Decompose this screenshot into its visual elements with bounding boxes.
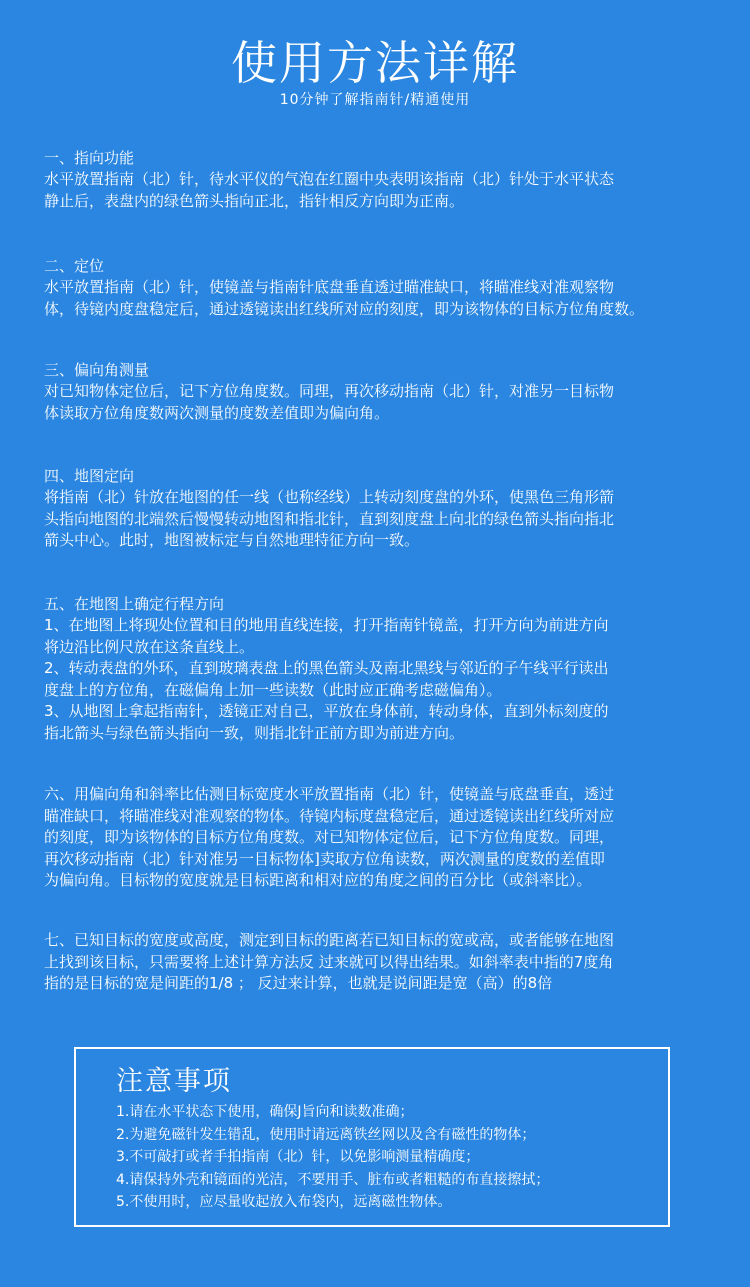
text-line: 指北箭头与绿色箭头指向一致，则指北针正前方即为前进方向。 <box>44 723 465 742</box>
text-line: 对已知物体定位后，记下方位角度数。同理，再次移动指南（北）针，对准另一目标物 <box>44 382 615 400</box>
list-item: 1.请在水平状态下使用，确保J旨向和读数准确； <box>116 1104 414 1120</box>
list-item: 3.不可敲打或者手拍指南（北）针，以免影响测量精确度； <box>116 1149 480 1165</box>
section-body <box>44 381 714 424</box>
section-heading: 四、地图定向 <box>44 467 135 485</box>
section-body <box>44 277 714 320</box>
text-line: 水平放置指南（北）针，待水平仪的气泡在红圈中央表明该指南（北）针处于水平状态 <box>44 170 615 188</box>
notes-list <box>116 1101 549 1214</box>
text-line: 将指南（北）针放在地图的任一线（也称经线）上转动刻度盘的外环，使黑色三角形箭 <box>44 488 615 506</box>
text-line: 六、用偏向角和斜率比估测目标宽度水平放置指南（北）针，使镜盖与底盘垂直，透过 <box>44 785 615 803</box>
section-body <box>44 169 714 212</box>
section-positioning <box>44 255 714 320</box>
list-item: 5.不使用时，应尽量收起放入布袋内，远离磁性物体。 <box>116 1194 452 1210</box>
section-heading: 三、偏向角测量 <box>44 361 150 379</box>
text-line: 指的是目标的宽是间距的1/8 ； 反过来计算，也就是说间距是宽（高）的8倍 <box>44 974 553 993</box>
text-line: 2、转动表盘的外环，直到玻璃表盘上的黑色箭头及南北黑线与邻近的子午线平行读出 <box>44 659 609 678</box>
text-line: 为偏向角。目标物的宽度就是目标距离和相对应的角度之间的百分比（或斜率比）。 <box>44 871 592 890</box>
section-heading: 一、指向功能 <box>44 149 135 167</box>
section-deflection-angle <box>44 359 714 424</box>
section-distance-estimation <box>44 930 714 995</box>
text-line: 1、在地图上将现处位置和目的地用直线连接，打开指南针镜盖，打开方向为前进方向 <box>44 616 609 634</box>
section-body <box>44 487 714 552</box>
page-title: 使用方法详解 <box>231 36 519 90</box>
section-pointing <box>44 147 714 212</box>
text-line: 将边沿比例尺放在这条直线上。 <box>44 637 255 656</box>
text-line: 体读取方位角度数两次测量的度数差值即为偏向角。 <box>44 403 390 422</box>
section-body <box>44 615 714 745</box>
text-line: 瞄准缺口，将瞄准线对准观察的物体。待镜内标度盘稳定后，通过透镜读出红线所对应 <box>44 806 615 825</box>
text-line: 水平放置指南（北）针，使镜盖与指南针底盘垂直透过瞄准缺口，将瞄准线对准观察物 <box>44 278 615 296</box>
text-line: 的刻度，即为该物体的目标方位角度数。对已知物体定位后，记下方位角度数。同理， <box>44 828 615 847</box>
section-route-direction <box>44 593 714 745</box>
text-line: 体，待镜内度盘稳定后，通过透镜读出红线所对应的刻度，即为该物体的目标方位角度数。 <box>44 299 645 318</box>
notes-box <box>74 1047 670 1227</box>
section-map-orientation <box>44 465 714 552</box>
text-line: 静止后，表盘内的绿色箭头指向正北，指针相反方向即为正南。 <box>44 191 465 210</box>
section-heading: 五、在地图上确定行程方向 <box>44 595 225 613</box>
section-body <box>44 784 714 892</box>
notes-title: 注意事项 <box>116 1066 232 1097</box>
text-line: 再次移动指南（北）针对准另一目标物体]卖取方位角读数，两次测量的度数的差值即 <box>44 849 605 868</box>
text-line: 上找到该目标，只需要将上述计算方法反 过来就可以得出结果。如斜率表中指的7度角 <box>44 952 614 971</box>
section-body <box>44 930 714 995</box>
text-line: 度盘上的方位角，在磁偏角上加一些读数（此时应正确考虑磁偏角）。 <box>44 680 502 699</box>
text-line: 箭头中心。此时，地图被标定与自然地理特征方向一致。 <box>44 531 420 550</box>
section-width-estimation <box>44 784 714 892</box>
page-subtitle: 10分钟了解指南针/精通使用 <box>279 92 471 108</box>
text-line: 3、从地图上拿起指南针，透镜正对自己，平放在身体前，转动身体，直到外标刻度的 <box>44 702 609 721</box>
section-heading: 二、定位 <box>44 257 105 275</box>
list-item: 4.请保持外壳和镜面的光洁，不要用手、脏布或者粗糙的布直接擦拭； <box>116 1171 550 1188</box>
text-line: 七、已知目标的宽度或高度，测定到目标的距离若已知目标的宽或高，或者能够在地图 <box>44 931 615 949</box>
list-item: 2.为避免磁针发生错乱，使用时请远离铁丝网以及含有磁性的物体； <box>116 1126 536 1143</box>
text-line: 头指向地图的北端然后慢慢转动地图和指北针，直到刻度盘上向北的绿色箭头指向指北 <box>44 509 615 528</box>
